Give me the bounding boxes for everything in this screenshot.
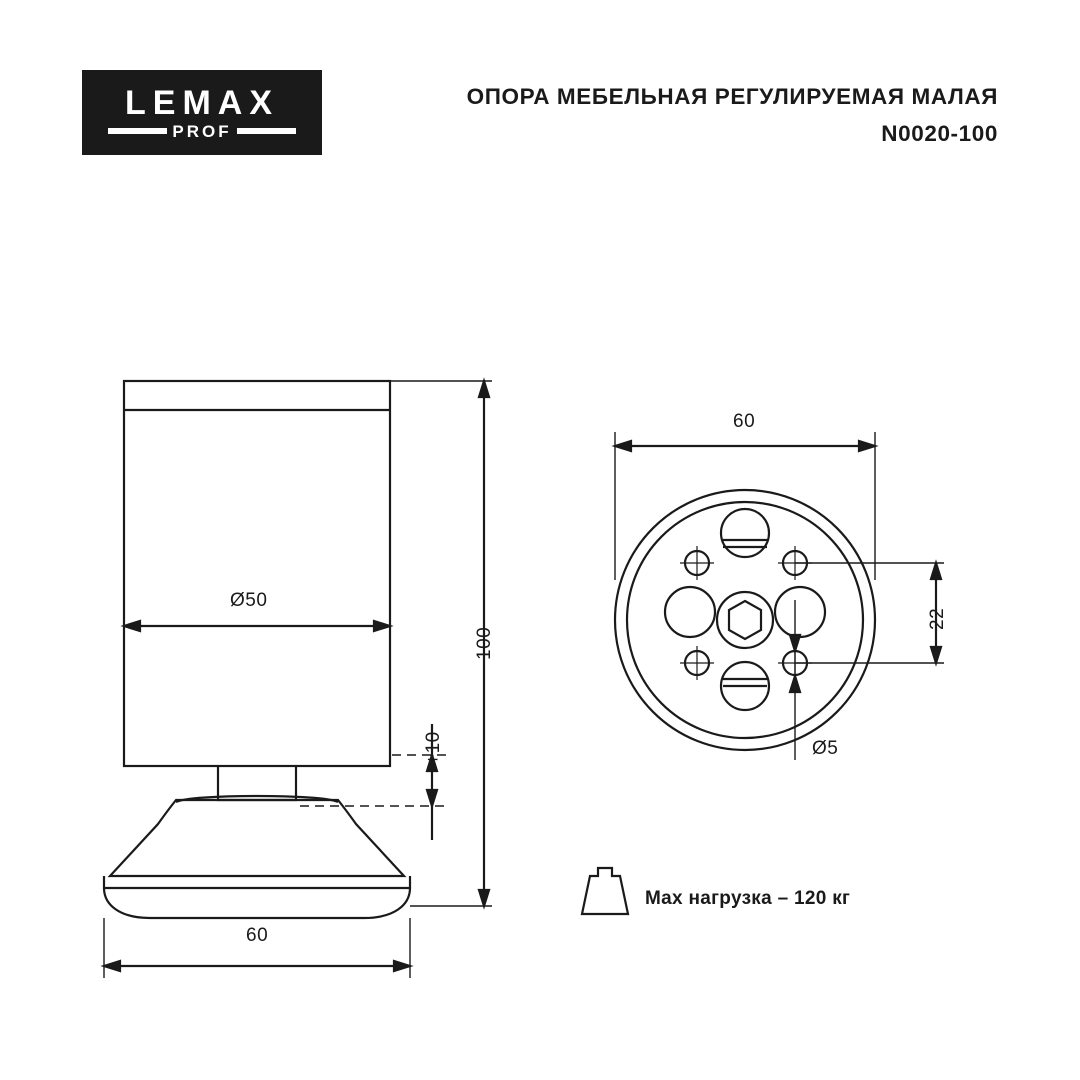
- dimension-hole-d5: [790, 600, 800, 760]
- label-topview-60: 60: [733, 411, 756, 432]
- max-load-note: [575, 870, 995, 930]
- front-view-part: [104, 381, 410, 918]
- label-height-100: 100: [474, 626, 495, 660]
- dimension-diameter-50: [124, 621, 390, 631]
- label-hole-d5: Ø5: [812, 738, 839, 759]
- label-adjust-10: +10: [423, 731, 444, 765]
- max-load-label: Max нагрузка – 120 кг: [645, 888, 851, 909]
- label-base-60: 60: [246, 925, 269, 946]
- dimension-topview-22: [795, 563, 944, 663]
- label-diameter-50: Ø50: [230, 590, 268, 611]
- label-topview-22: 22: [927, 607, 948, 630]
- top-view-part: [615, 490, 875, 750]
- brand-logo-word: LEMAX: [125, 84, 279, 122]
- product-code: N0020-100: [881, 121, 998, 146]
- page-title: ОПОРА МЕБЕЛЬНАЯ РЕГУЛИРУЕМАЯ МАЛАЯ: [466, 84, 998, 109]
- brand-logo-sub-text: PROF: [167, 122, 236, 141]
